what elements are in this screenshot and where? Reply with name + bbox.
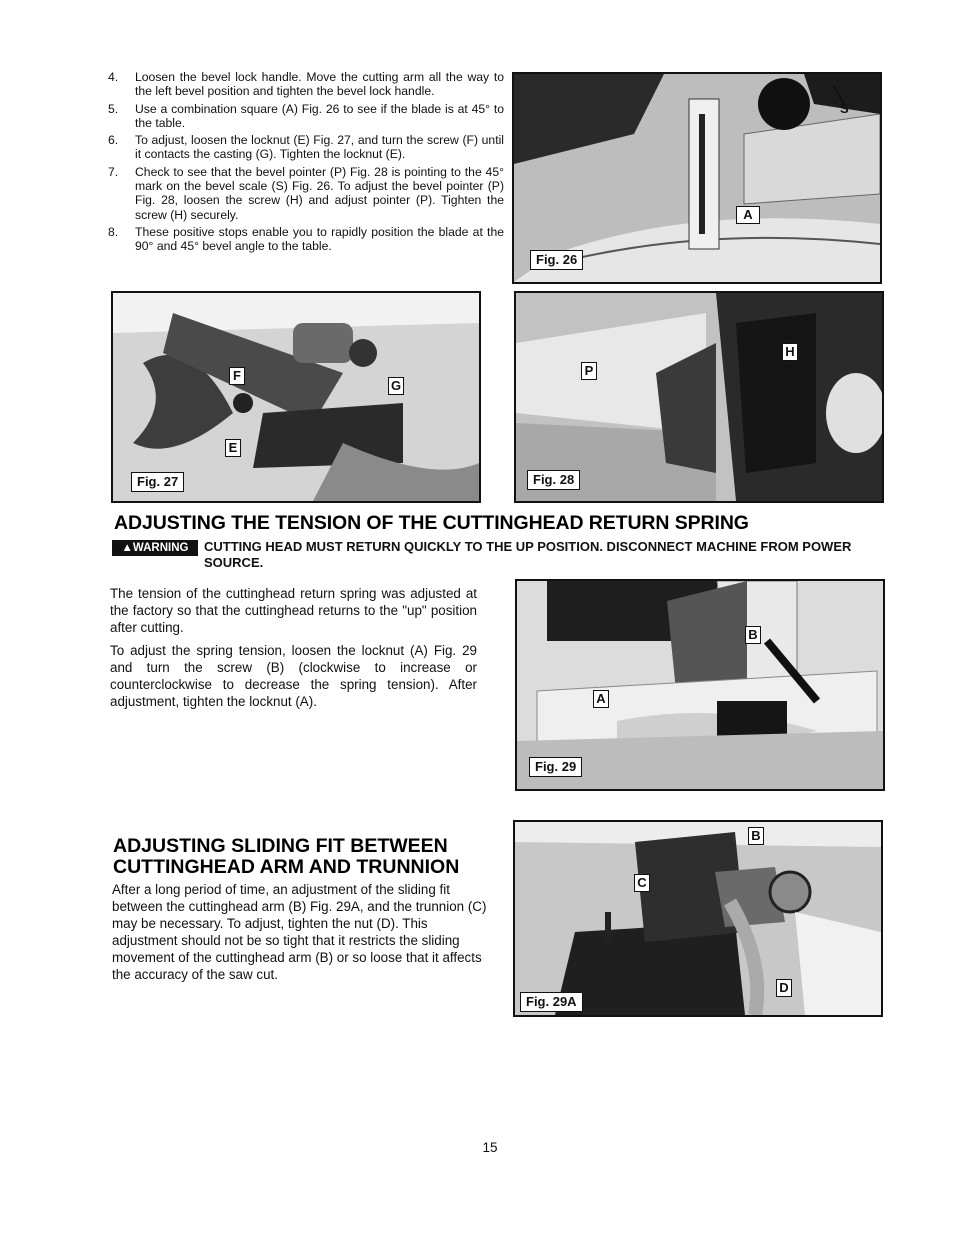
step-4	[108, 70, 504, 99]
step-8	[108, 225, 504, 254]
step-number: 6.	[108, 133, 119, 148]
tension-paragraph-1: The tension of the cuttinghead return spring was adjusted at the factory so that the cuttinghead returns to the "up" position after cutting.	[110, 586, 477, 635]
page-number: 15	[482, 1140, 498, 1155]
step-text: These positive stops enable you to rapidly position the blade at the 90° and 45° bevel angle to the table.	[135, 224, 504, 254]
callout-g: G	[388, 377, 404, 395]
section-heading-sliding: ADJUSTING SLIDING FIT BETWEEN CUTTINGHEAD ARM AND TRUNNION	[113, 835, 460, 878]
section-heading-tension: ADJUSTING THE TENSION OF THE CUTTINGHEAD RETURN SPRING	[114, 512, 749, 534]
figure-29a	[513, 820, 883, 1017]
callout-e: E	[225, 439, 241, 457]
figure-27	[111, 291, 481, 503]
figure-label: Fig. 29	[529, 757, 582, 777]
warning-text: CUTTING HEAD MUST RETURN QUICKLY TO THE UP POSITION. DISCONNECT MACHINE FROM POWER SOURCE.	[204, 539, 852, 570]
callout-d: D	[776, 979, 792, 997]
step-number: 8.	[108, 224, 119, 239]
step-text: Loosen the bevel lock handle. Move the cutting arm all the way to the left bevel position and tighten the bevel lock handle.	[135, 70, 504, 99]
figure-label: Fig. 29A	[520, 992, 583, 1012]
figure-label: Fig. 26	[530, 250, 583, 270]
warning-badge	[112, 540, 198, 556]
step-number: 4.	[108, 70, 119, 84]
figure-27-photo	[113, 293, 479, 501]
callout-s: S	[840, 101, 849, 116]
step-5	[108, 102, 504, 131]
figure-29a-photo	[515, 822, 881, 1015]
callout-a: A	[736, 206, 760, 224]
callout-b: B	[748, 827, 764, 845]
figure-label: Fig. 28	[527, 470, 580, 490]
steps-list	[108, 70, 504, 257]
callout-h: H	[782, 343, 798, 361]
step-number: 7.	[108, 164, 119, 179]
warning-triangle-icon: ▲	[121, 542, 133, 554]
callout-c: C	[634, 874, 650, 892]
step-7	[108, 165, 504, 222]
figure-26	[512, 72, 882, 284]
step-text: To adjust, loosen the locknut (E) Fig. 27, and turn the screw (F) until it contacts the casting (G). Tighten the locknut (E).	[135, 133, 504, 162]
figure-29	[515, 579, 885, 791]
step-number: 5.	[108, 101, 119, 116]
warning-label: WARNING	[132, 542, 189, 554]
tension-paragraph-2: To adjust the spring tension, loosen the locknut (A) Fig. 29 and turn the screw (B) (clockwise to increase or counterclockwise to decrease the spring tension). After adjustment, tighten the locknut (A).	[110, 643, 477, 709]
step-text: Use a combination square (A) Fig. 26 to see if the blade is at 45° to the table.	[135, 101, 504, 130]
figure-label: Fig. 27	[131, 472, 184, 492]
callout-a: A	[593, 690, 609, 708]
callout-b: B	[745, 626, 761, 644]
step-6	[108, 133, 504, 162]
figure-28	[514, 291, 884, 503]
callout-p: P	[581, 362, 597, 380]
sliding-paragraph: After a long period of time, an adjustment of the sliding fit between the cuttinghead arm (B) Fig. 29A, and the trunnion (C) may be necessary. To adjust, tighten the nut (D). This adjustment should not be so tight that it restricts the sliding movement of the cuttinghead arm (B) or so loose that it affects the accuracy of the saw cut.	[112, 882, 487, 982]
step-text: Check to see that the bevel pointer (P) Fig. 28 is pointing to the 45° mark on the bevel scale (S) Fig. 26. To adjust the bevel pointer (P) Fig. 28, loosen the screw (H) and adjust pointer (P). Tighten the screw (H) securely.	[135, 164, 504, 222]
callout-f: F	[229, 367, 245, 385]
